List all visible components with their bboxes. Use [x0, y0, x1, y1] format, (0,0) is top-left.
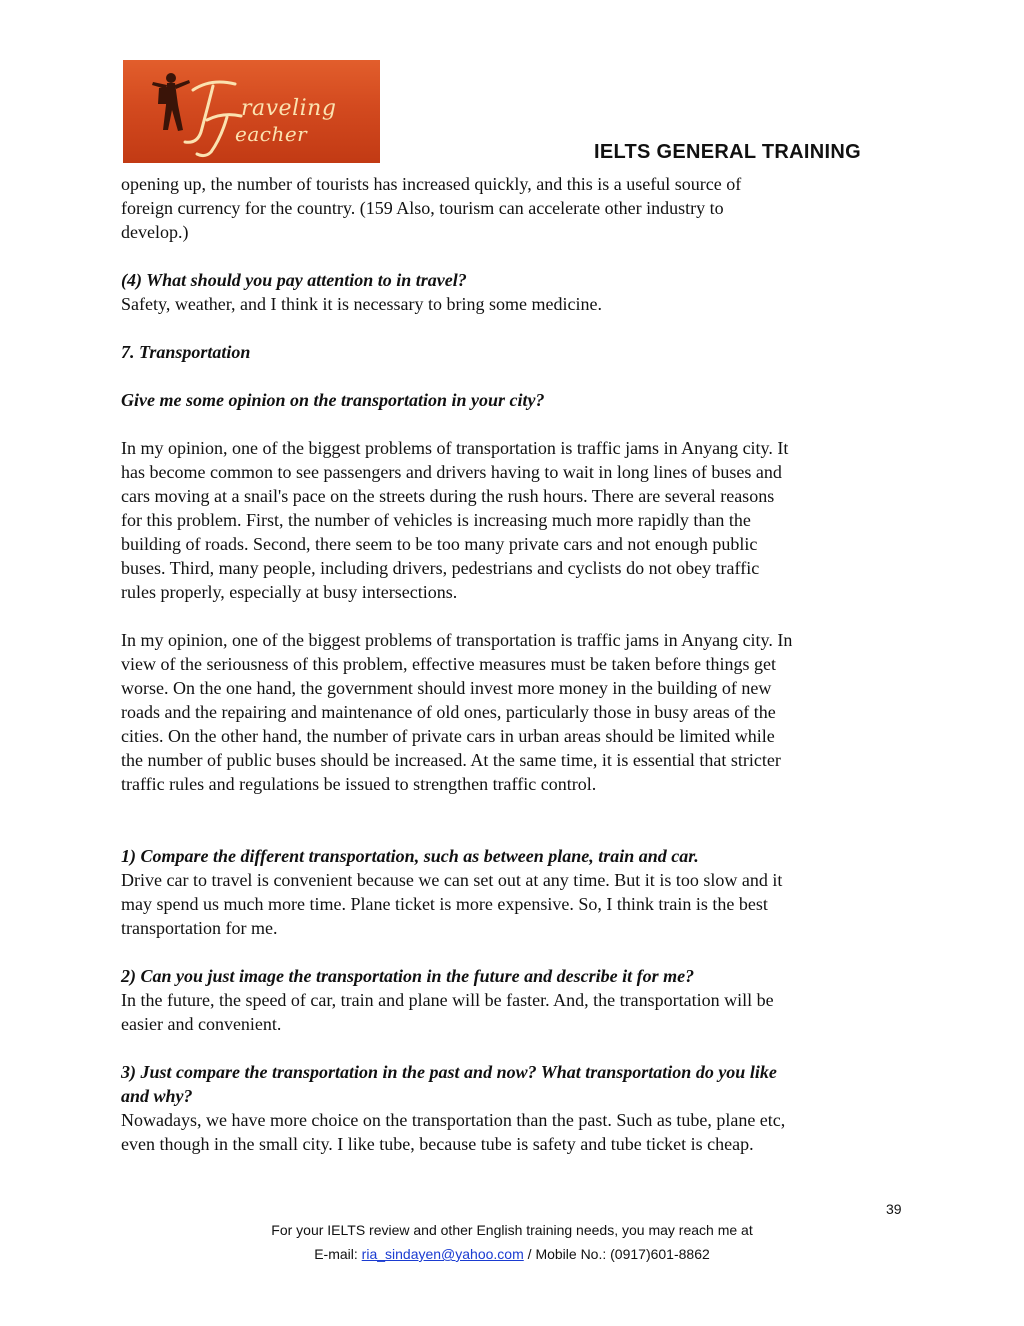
footer-contact-line: For your IELTS review and other English training needs, you may reach me at [271, 1222, 753, 1238]
footer-separator: / [527, 1246, 532, 1262]
question-3-line: 3) Just compare the transportation in the past and now? What transportation do you like [121, 1062, 777, 1082]
logo-word-teacher: eacher [235, 122, 308, 146]
answer-3-line: Nowadays, we have more choice on the transportation than the past. Such as tube, plane etc, [121, 1110, 786, 1130]
traveling-teacher-logo [123, 60, 380, 163]
intro-line: opening up, the number of tourists has increased quickly, and this is a useful source of [121, 174, 742, 194]
paragraph-line: worse. On the one hand, the government should invest more money in the building of new [121, 678, 772, 698]
paragraph-line: In my opinion, one of the biggest problems of transportation is traffic jams in Anyang city. In [121, 630, 793, 650]
question-4: (4) What should you pay attention to in travel? [121, 270, 467, 290]
paragraph-line: building of roads. Second, there seem to be too many private cars and not enough public [121, 534, 758, 554]
paragraph-line: rules properly, especially at busy intersections. [121, 582, 458, 602]
mobile-number: Mobile No.: (0917)601-8862 [535, 1246, 710, 1262]
intro-line: foreign currency for the country. (159 Also, tourism can accelerate other industry to [121, 198, 724, 218]
answer-1-line: transportation for me. [121, 918, 278, 938]
answer-2-line: In the future, the speed of car, train and plane will be faster. And, the transportation will be [121, 990, 774, 1010]
page-number: 39 [886, 1201, 902, 1217]
section-question: Give me some opinion on the transportation in your city? [121, 390, 545, 410]
paragraph-1 [121, 436, 911, 604]
answer-4: Safety, weather, and I think it is necessary to bring some medicine. [121, 294, 602, 314]
paragraph-line: view of the seriousness of this problem, effective measures must be taken before things get [121, 654, 776, 674]
question-2: 2) Can you just image the transportation in the future and describe it for me? [121, 966, 695, 986]
answer-2-line: easier and convenient. [121, 1014, 282, 1034]
question-3-line: and why? [121, 1086, 193, 1106]
logo-word-traveling: raveling [241, 96, 337, 121]
document-title: IELTS GENERAL TRAINING [594, 141, 861, 163]
paragraph-2 [121, 628, 911, 796]
paragraph-line: In my opinion, one of the biggest problems of transportation is traffic jams in Anyang city. It [121, 438, 789, 458]
intro-line: develop.) [121, 222, 189, 242]
paragraph-line: cars moving at a snail's pace on the streets during the rush hours. There are several reasons [121, 486, 775, 506]
email-label: E-mail: [314, 1246, 358, 1262]
answer-1-line: may spend us much more time. Plane ticket is more expensive. So, I think train is the best [121, 894, 768, 914]
footer-email-line [100, 1246, 924, 1262]
question-1: 1) Compare the different transportation, such as between plane, train and car. [121, 846, 699, 866]
paragraph-line: the number of public buses should be increased. At the same time, it is essential that stricter [121, 750, 781, 770]
section-title: 7. Transportation [121, 342, 251, 362]
answer-3-line: even though in the small city. I like tube, because tube is safety and tube ticket is cheap. [121, 1134, 754, 1154]
paragraph-line: for this problem. First, the number of vehicles is increasing much more rapidly than the [121, 510, 751, 530]
document-body [121, 172, 911, 1156]
paragraph-line: traffic rules and regulations be issued to strengthen traffic control. [121, 774, 597, 794]
answer-1-line: Drive car to travel is convenient because we can set out at any time. But it is too slow and it [121, 870, 783, 890]
paragraph-line: roads and the repairing and maintenance of old ones, particularly those in busy areas of the [121, 702, 776, 722]
paragraph-line: buses. Third, many people, including drivers, pedestrians and cyclists do not obey traffic [121, 558, 760, 578]
email-link[interactable]: ria_sindayen@yahoo.com [361, 1246, 524, 1262]
paragraph-line: has become common to see passengers and drivers having to wait in long lines of buses and [121, 462, 782, 482]
paragraph-line: cities. On the other hand, the number of private cars in urban areas should be limited while [121, 726, 775, 746]
